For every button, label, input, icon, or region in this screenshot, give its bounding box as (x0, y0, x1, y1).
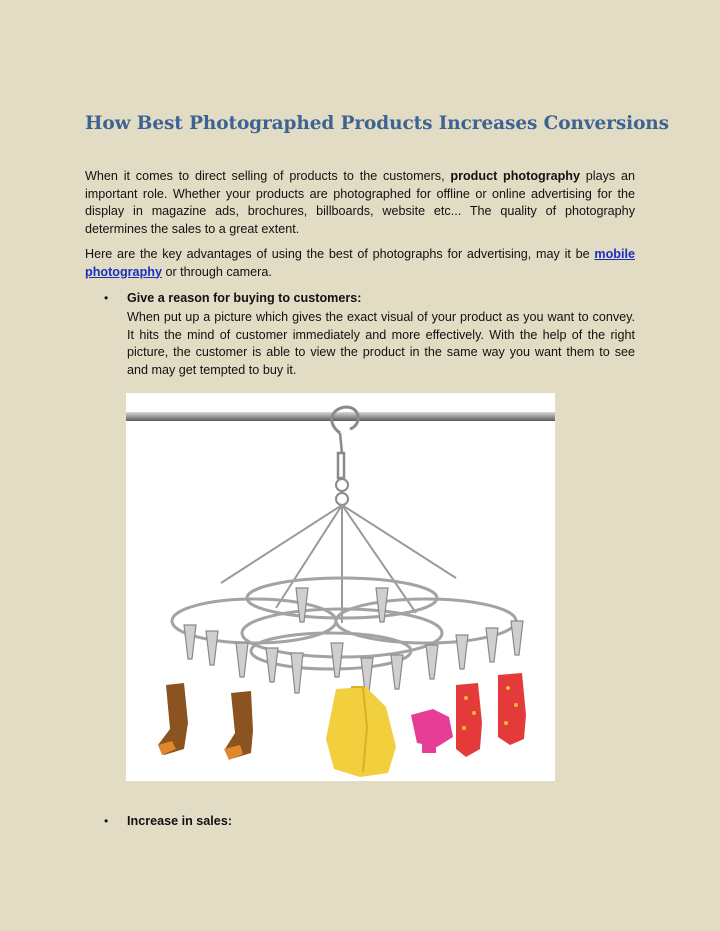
bullet-marker: • (104, 814, 109, 828)
bullet-heading-sales: Increase in sales: (127, 814, 233, 828)
bullet-heading-reason: Give a reason for buying to customers: (127, 291, 362, 305)
advantages-paragraph (85, 246, 635, 281)
advantages-text-end: or through camera. (161, 264, 272, 279)
bullet-marker: • (104, 291, 109, 305)
advantages-text-start: Here are the key advantages of using the best of photographs for advertising, may it be (85, 247, 595, 261)
bullet-text-reason: When put up a picture which gives the exact visual of your product as you want to convey. It hits the mind of customer immediately and more effectively. With the help of the right picture, the customer is able to view the product in the same way you want them to see and may get tempted to buy it. (127, 310, 635, 377)
intro-paragraph (85, 168, 635, 238)
product-photo (126, 393, 555, 781)
mobile-photography-link[interactable]: mobile photography (85, 247, 635, 279)
intro-text-start: When it comes to direct selling of products to the customers, (85, 169, 451, 183)
intro-bold-phrase: product photography (450, 169, 581, 183)
article-title: How Best Photographed Products Increases Conversions (85, 113, 669, 134)
clothes-hanger-photo-icon (126, 393, 555, 781)
intro-text-end: plays an important role. Whether your products are photographed for offline or online advertising for the display in magazine ads, brochures, billboards, website etc... The quality of photography determines the sales to a great extent. (85, 169, 636, 236)
